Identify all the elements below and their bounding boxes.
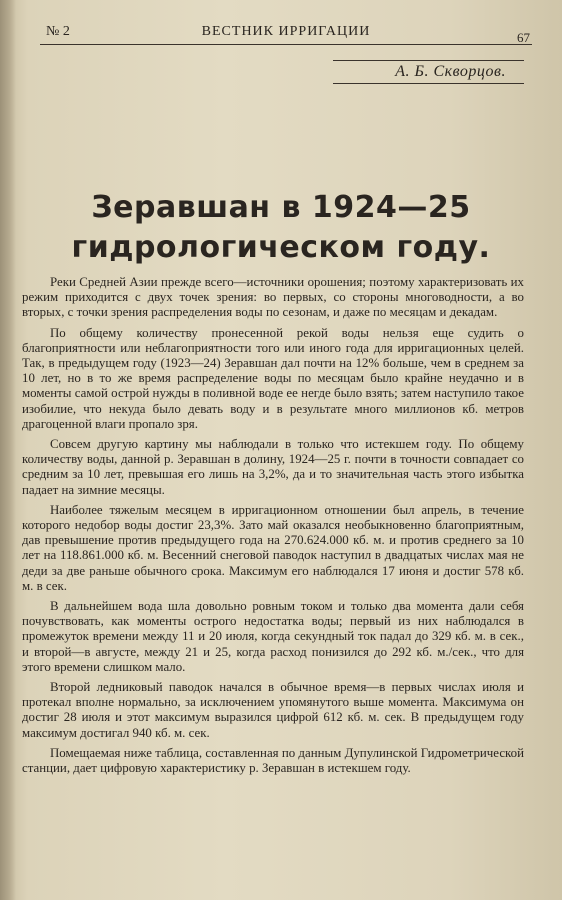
author-box bbox=[333, 60, 524, 84]
paragraph: В дальнейшем вода шла довольно ровным током и только два момента дали себя почувствовать, как моменты острого недостатка воды; первый из них наблюдался в промежуток времени между 11 и 20 июля, когда секундный ток падал до 329 кб. м. в сек., и второй—в августе, между 21 и 25, когда расход понизился до 292 кб. м./сек., что для этого времени слишком мало. bbox=[22, 599, 524, 674]
article-body bbox=[22, 275, 524, 781]
paragraph: Помещаемая ниже таблица, составленная по данным Дупулинской Гидрометрической станции, дает цифровую характеристику р. Зеравшан в истекшем году. bbox=[22, 745, 524, 776]
author-name: А. Б. Скворцов. bbox=[395, 63, 506, 80]
journal-title: ВЕСТНИК ИРРИГАЦИИ bbox=[201, 24, 371, 39]
running-header bbox=[40, 22, 532, 45]
paragraph: По общему количеству пронесенной рекой воды нельзя еще судить о благоприятности или неблагоприятности того или иного года для ирригационных целей. Так, в предыдущем году (1923—24) Зеравшан дал почти на 12% больше, чем в среднем за 10 лет, но в то же время распределение воды по месяцам было крайне неудачно и в моменты самой острой нужды в поливной воде ее негде было взять; затем наступило такое изобилие, что некуда было девать воду и в результате много миллионов кб. метров драгоценной влаги пропало зря. bbox=[22, 325, 524, 431]
issue-number: № 2 bbox=[46, 24, 70, 39]
paragraph: Совсем другую картину мы наблюдали в только что истекшем году. По общему количеству воды, данной р. Зеравшан в долину, 1924—25 г. почти в точности совпадает со средним за 10 лет, превышая его лишь на 3,2%, да и то значительная часть этого избытка падает на зимние месяцы. bbox=[22, 437, 524, 497]
page-gutter-shadow bbox=[0, 0, 16, 900]
paragraph: Наиболее тяжелым месяцем в ирригационном отношении был апрель, в течение которого недобор воды достиг 23,3%. Зато май оказался необыкновенно благоприятным, дав превышение против предыдущего года на 270.624.000 кб. м. и против среднего за 10 лет на 118.861.000 кб. м. Весенний снеговой паводок наступил в двадцатых числах мая не деди за две раньше обычного срока. Максимум его наблюдался 17 июня и достиг 578 кб. м. в сек. bbox=[22, 502, 524, 593]
page-number: 67 bbox=[517, 30, 530, 45]
paragraph: Второй ледниковый паводок начался в обычное время—в первых числах июля и протекал вполне нормально, за исключением упомянутого выше момента. Максимума он достиг 28 июля и этот максимум выразился цифрой 612 кб. м. сек. В предыдущем году максимум достигал 940 кб. м. сек. bbox=[22, 680, 524, 740]
paragraph: Реки Средней Азии прежде всего—источники орошения; поэтому характеризовать их режим приходится с двух точек зрения: во первых, со стороны многоводности, а во вторых, с точки зрения распределения воды по сезонам, и даже по месяцам и декадам. bbox=[22, 275, 524, 320]
article-title: Зеравшан в 1924—25 гидрологическом году. bbox=[71, 190, 491, 265]
